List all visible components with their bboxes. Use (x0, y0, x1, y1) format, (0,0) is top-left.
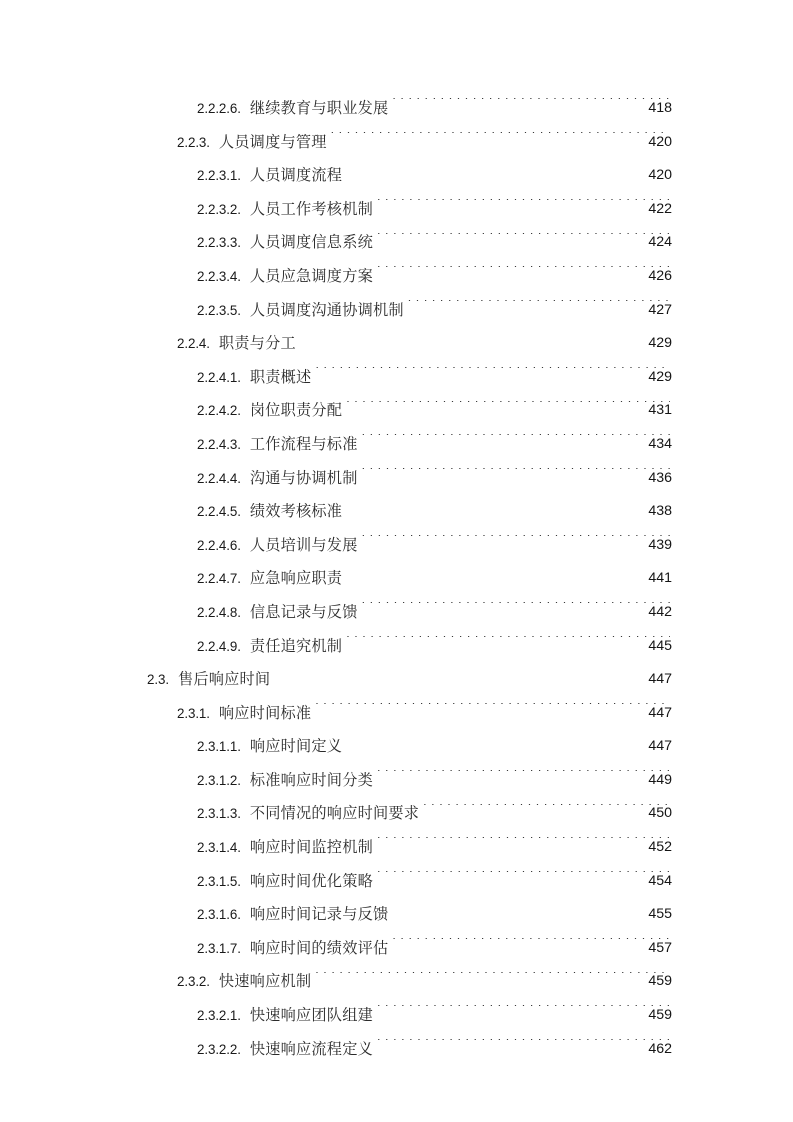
toc-entry-number: 2.2.4.1. (197, 369, 241, 385)
toc-entry-page-number: 455 (648, 906, 672, 923)
toc-entry-number: 2.2.4.4. (197, 470, 241, 486)
toc-entry-number: 2.2.4. (177, 336, 210, 352)
toc-entry-page-number: 427 (648, 301, 672, 318)
toc-dot-leader (331, 132, 666, 147)
toc-entry-title: 响应时间标准 (218, 704, 312, 722)
toc-dot-leader (315, 703, 666, 718)
toc-entry-page-number: 452 (648, 839, 672, 856)
table-of-contents-list (0, 92, 793, 1066)
toc-entry-page-number: 436 (648, 469, 672, 486)
toc-entry[interactable] (0, 663, 793, 697)
toc-entry-page-number: 447 (648, 704, 672, 721)
toc-entry-title: 绩效考核标准 (249, 503, 343, 521)
toc-entry-page-number: 431 (648, 402, 672, 419)
toc-entry[interactable] (0, 260, 793, 294)
toc-dot-leader (346, 502, 670, 517)
toc-entry[interactable] (0, 562, 793, 596)
toc-entry[interactable] (0, 831, 793, 865)
toc-entry-title: 应急响应职责 (249, 570, 343, 588)
toc-entry-page-number: 429 (648, 335, 672, 352)
toc-entry[interactable] (0, 797, 793, 831)
toc-entry-body (241, 596, 672, 630)
toc-entry[interactable] (0, 932, 793, 966)
toc-entry-title: 人员工作考核机制 (249, 200, 373, 218)
toc-entry-page-number: 424 (648, 234, 672, 251)
toc-entry-page-number: 420 (648, 167, 672, 184)
toc-entry-body (241, 999, 672, 1033)
toc-entry[interactable] (0, 630, 793, 664)
toc-entry-page-number: 457 (648, 939, 672, 956)
toc-entry-body (241, 193, 672, 227)
toc-entry[interactable] (0, 394, 793, 428)
toc-entry-number: 2.3.1.3. (197, 806, 241, 822)
toc-entry-title: 责任追究机制 (249, 637, 343, 655)
toc-entry-number: 2.3.1. (177, 705, 210, 721)
toc-entry-number: 2.3.1.4. (197, 840, 241, 856)
toc-entry-title: 响应时间监控机制 (249, 839, 373, 857)
toc-entry-body (241, 630, 672, 664)
toc-dot-leader (362, 434, 670, 449)
toc-entry-number: 2.2.3.1. (197, 168, 241, 184)
toc-entry-title: 人员培训与发展 (249, 536, 358, 554)
toc-entry-body (241, 226, 672, 260)
toc-dot-leader (346, 737, 670, 752)
toc-entry[interactable] (0, 965, 793, 999)
toc-dot-leader (274, 670, 670, 685)
toc-entry[interactable] (0, 865, 793, 899)
toc-dot-leader (300, 334, 666, 349)
toc-entry-page-number: 459 (648, 973, 672, 990)
toc-entry-number: 2.3.1.5. (197, 873, 241, 889)
toc-entry-title: 响应时间定义 (249, 738, 343, 756)
toc-dot-leader (377, 1039, 670, 1054)
toc-entry-title: 标准响应时间分类 (249, 771, 373, 789)
toc-entry-page-number: 442 (648, 603, 672, 620)
toc-entry[interactable] (0, 764, 793, 798)
toc-entry-body (241, 394, 672, 428)
toc-entry-number: 2.2.4.6. (197, 537, 241, 553)
toc-entry[interactable] (0, 126, 793, 160)
toc-entry-page-number: 454 (648, 872, 672, 889)
toc-entry-body (241, 529, 672, 563)
toc-dot-leader (315, 972, 666, 987)
toc-entry[interactable] (0, 428, 793, 462)
toc-entry-body (241, 1033, 672, 1067)
toc-entry-number: 2.2.3.2. (197, 201, 241, 217)
toc-entry-number: 2.2.3.5. (197, 302, 241, 318)
toc-entry[interactable] (0, 226, 793, 260)
toc-entry-body (210, 697, 672, 731)
toc-entry-number: 2.2.4.5. (197, 504, 241, 520)
toc-entry-body (210, 327, 672, 361)
toc-entry-body (241, 865, 672, 899)
toc-entry-title: 响应时间记录与反馈 (249, 906, 389, 924)
toc-entry-body (241, 730, 672, 764)
toc-dot-leader (346, 569, 670, 584)
toc-entry-body (241, 260, 672, 294)
toc-entry-number: 2.3.2.1. (197, 1008, 241, 1024)
toc-entry-body (241, 898, 672, 932)
toc-dot-leader (392, 98, 670, 113)
toc-entry-page-number: 450 (648, 805, 672, 822)
toc-entry-title: 快速响应机制 (218, 973, 312, 991)
toc-entry-number: 2.2.4.3. (197, 436, 241, 452)
toc-dot-leader (377, 1005, 670, 1020)
toc-dot-leader (392, 938, 670, 953)
toc-entry-title: 人员调度信息系统 (249, 234, 373, 252)
toc-entry[interactable] (0, 1033, 793, 1067)
toc-entry-title: 人员调度与管理 (218, 133, 327, 151)
toc-entry-page-number: 439 (648, 536, 672, 553)
toc-entry-title: 沟通与协调机制 (249, 469, 358, 487)
toc-entry-title: 人员应急调度方案 (249, 267, 373, 285)
toc-entry-body (241, 428, 672, 462)
toc-entry-title: 快速响应团队组建 (249, 1007, 373, 1025)
toc-entry[interactable] (0, 495, 793, 529)
toc-entry-title: 人员调度流程 (249, 167, 343, 185)
toc-entry-page-number: 418 (648, 100, 672, 116)
toc-entry-page-number: 434 (648, 435, 672, 452)
toc-entry[interactable] (0, 92, 793, 126)
toc-entry-title: 快速响应流程定义 (249, 1040, 373, 1058)
toc-entry[interactable] (0, 462, 793, 496)
toc-entry-number: 2.2.4.9. (197, 638, 241, 654)
toc-entry-body (241, 361, 672, 395)
toc-entry-title: 响应时间优化策略 (249, 872, 373, 890)
toc-entry-number: 2.2.2.6. (197, 101, 241, 116)
toc-entry-body (241, 764, 672, 798)
toc-entry-page-number: 429 (648, 368, 672, 385)
toc-dot-leader (346, 636, 670, 651)
toc-entry-number: 2.2.3.4. (197, 268, 241, 284)
toc-entry-page-number: 438 (648, 503, 672, 520)
toc-entry[interactable] (0, 193, 793, 227)
toc-entry[interactable] (0, 898, 793, 932)
toc-entry[interactable] (0, 596, 793, 630)
toc-entry-title: 岗位职责分配 (249, 402, 343, 420)
toc-entry-page-number: 462 (648, 1040, 672, 1057)
toc-dot-leader (377, 266, 670, 281)
toc-entry-body (241, 797, 672, 831)
toc-dot-leader (423, 804, 670, 819)
toc-entry-number: 2.3.1.6. (197, 907, 241, 923)
toc-dot-leader (377, 199, 670, 214)
toc-entry-body (241, 495, 672, 529)
toc-entry-number: 2.3.1.1. (197, 739, 241, 755)
toc-dot-leader (377, 233, 670, 248)
toc-dot-leader (377, 871, 670, 886)
toc-entry-page-number: 445 (648, 637, 672, 654)
toc-entry-page-number: 422 (648, 200, 672, 217)
toc-entry-title: 继续教育与职业发展 (249, 100, 389, 117)
toc-entry-number: 2.3.1.2. (197, 772, 241, 788)
toc-entry-number: 2.3.1.7. (197, 940, 241, 956)
toc-dot-leader (362, 602, 670, 617)
toc-entry[interactable] (0, 294, 793, 328)
toc-entry-number: 2.2.3.3. (197, 235, 241, 251)
toc-dot-leader (377, 770, 670, 785)
toc-dot-leader (392, 905, 670, 920)
toc-entry-body (241, 831, 672, 865)
toc-dot-leader (362, 535, 670, 550)
toc-entry-number: 2.2.4.7. (197, 571, 241, 587)
toc-entry-body (241, 462, 672, 496)
toc-entry-body (241, 92, 672, 126)
toc-entry-page-number: 449 (648, 771, 672, 788)
toc-entry[interactable] (0, 999, 793, 1033)
toc-entry-number: 2.2.4.2. (197, 403, 241, 419)
toc-entry-body (241, 294, 672, 328)
toc-entry-body (241, 159, 672, 193)
toc-entry-title: 人员调度沟通协调机制 (249, 301, 404, 319)
toc-entry-number: 2.2.3. (177, 134, 210, 150)
toc-entry-number: 2.3.2. (177, 974, 210, 990)
toc-entry-title: 不同情况的响应时间要求 (249, 805, 420, 823)
toc-entry[interactable] (0, 529, 793, 563)
toc-entry-page-number: 426 (648, 267, 672, 284)
toc-entry-title: 信息记录与反馈 (249, 603, 358, 621)
toc-entry-page-number: 459 (648, 1007, 672, 1024)
toc-entry-number: 2.3. (147, 672, 169, 688)
toc-dot-leader (315, 367, 670, 382)
toc-entry-title: 职责概述 (249, 368, 312, 386)
toc-entry[interactable] (0, 697, 793, 731)
toc-entry-title: 工作流程与标准 (249, 435, 358, 453)
toc-entry-title: 售后响应时间 (177, 671, 271, 689)
toc-entry-page-number: 441 (648, 570, 672, 587)
toc-entry-body (241, 932, 672, 966)
toc-entry-title: 职责与分工 (218, 335, 296, 353)
toc-dot-leader (408, 300, 670, 315)
toc-dot-leader (362, 468, 670, 483)
toc-dot-leader (346, 401, 670, 416)
toc-entry-page-number: 447 (648, 671, 672, 688)
toc-entry-body (169, 663, 672, 697)
toc-dot-leader (377, 837, 670, 852)
toc-entry-page-number: 447 (648, 738, 672, 755)
toc-entry[interactable] (0, 159, 793, 193)
toc-entry[interactable] (0, 730, 793, 764)
toc-entry-page-number: 420 (648, 133, 672, 150)
toc-entry-number: 2.3.2.2. (197, 1041, 241, 1057)
toc-entry-body (210, 126, 672, 160)
toc-entry-body (210, 965, 672, 999)
toc-dot-leader (346, 166, 670, 181)
toc-entry[interactable] (0, 327, 793, 361)
toc-entry-title: 响应时间的绩效评估 (249, 939, 389, 957)
toc-entry[interactable] (0, 361, 793, 395)
toc-entry-body (241, 562, 672, 596)
toc-entry-number: 2.2.4.8. (197, 604, 241, 620)
